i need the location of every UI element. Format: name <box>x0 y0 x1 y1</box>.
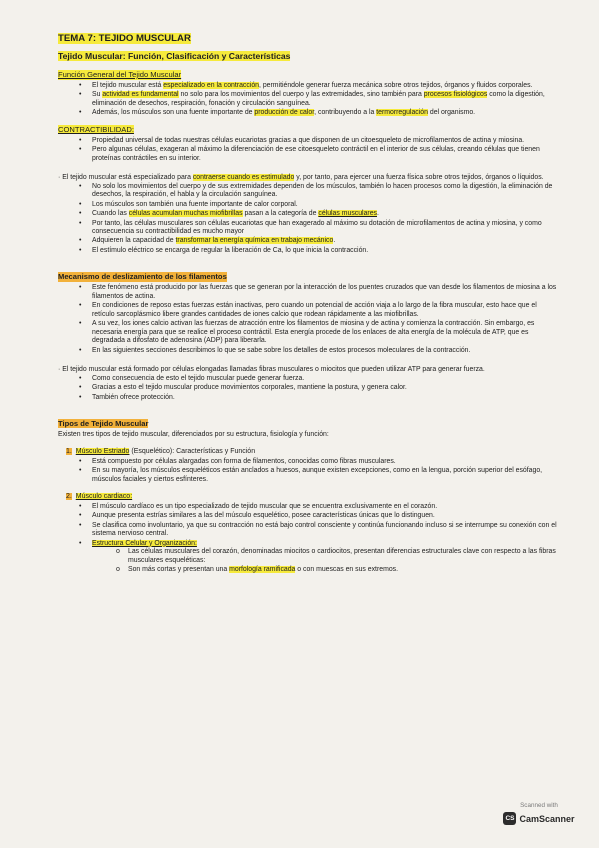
text: del organismo. <box>427 109 476 117</box>
list-item <box>92 82 558 91</box>
list-item: • Se clasifica como involuntario, ya que su contracción no está bajo control consciente y continúa funcionando incluso si se interrumpe su conexión con el sistema nervioso central. <box>92 522 558 539</box>
highlight: contraerse cuando es estimulado <box>192 174 295 182</box>
camscanner-name: CamScanner <box>519 813 575 824</box>
section-contractilidad <box>58 119 558 164</box>
scanned-with-label: Scanned with <box>520 802 558 809</box>
page-title: TEMA 7: TEJIDO MUSCULAR <box>58 33 191 44</box>
formado-list <box>58 375 558 402</box>
list-item: • En condiciones de reposo estas fuerzas están inactivas, pero cuando un potencial de acción viaja a lo largo de la fibra muscular, esto hace que el retículo sarcoplásmico libere grandes cantidades de iones calcio que rodean rápidamente a las miofibrillas. <box>92 302 558 319</box>
cardiaco-list <box>58 503 558 575</box>
list-item: • Propiedad universal de todas nuestras células eucariotas gracias a que disponen de un citoesqueleto de microfilamentos de actina y miosina. <box>92 137 558 146</box>
mecanismo-list <box>58 284 558 355</box>
list-item: • Como consecuencia de esto el tejido muscular puede generar fuerza. <box>92 375 558 384</box>
text: no solo para los movimientos del cuerpo y las extremidades, sino también para <box>178 91 424 99</box>
list-item <box>92 540 558 575</box>
section-heading-mecanismo: Mecanismo de deslizamiento de los filamentos <box>58 272 227 282</box>
text: , permitiéndole generar fuerza mecánica sobre otros tejidos, órganos y fluidos corporales. <box>259 82 533 89</box>
highlight: Músculo cardiaco: <box>75 492 133 500</box>
list-item: • Pero algunas células, exageran al máximo la diferenciación de ese citoesqueleto contráctil en el interior de sus células, creando células que tienen proteínas contráctiles en su interior. <box>92 146 558 163</box>
text: El tejido muscular está <box>92 82 164 89</box>
text: Su <box>92 91 103 99</box>
list-item <box>92 109 558 118</box>
list-item: • El músculo cardíaco es un tipo especializado de tejido muscular que se encuentra exclusivamente en el corazón. <box>92 503 558 512</box>
list-item: • En las siguientes secciones describimos lo que se sabe sobre los detalles de estos procesos moleculares de la contracción. <box>92 347 558 356</box>
text: (Esquelético): Características y Función <box>129 447 256 455</box>
highlight: termorregulación <box>376 109 428 117</box>
list-item: • También ofrece protección. <box>92 394 558 403</box>
text: . <box>377 210 379 218</box>
page-subtitle: Tejido Muscular: Función, Clasificación y Características <box>58 51 291 61</box>
text: , contribuyendo a la <box>314 109 377 117</box>
text: o con muescas en sus extremos. <box>295 566 399 574</box>
list-item: • En su mayoría, los músculos esqueléticos están anclados a huesos, aunque existen excepciones, como en la lengua, porción superior del esófago, músculos faciales y ciertos esfínteres. <box>92 467 558 484</box>
estriado-list <box>58 458 558 485</box>
section-funcion <box>58 64 558 118</box>
sublist-item <box>128 566 558 575</box>
paragraph <box>58 174 558 183</box>
list-item: • A su vez, los iones calcio activan las fuerzas de atracción entre los filamentos de miosina y de actina y comienza la contracción. Sin embargo, es necesaria energía para que se realice el proceso contráctil. Esta energía procede de los enlaces de alta energía de la molécula de ATP, que es degradada a difosfato de adenosina (ADP) para liberarla. <box>92 320 558 346</box>
list-item: • Gracias a esto el tejido muscular produce movimientos corporales, mantiene la postura, y genera calor. <box>92 384 558 393</box>
numbered-heading <box>66 492 132 501</box>
section-especializado <box>58 174 558 255</box>
estructura-sublist <box>92 548 558 575</box>
text: como la digestión, eliminación de desechos, respiración, fonación y circulación sanguínea. <box>92 91 545 107</box>
list-item: • No solo los movimientos del cuerpo y de sus extremidades dependen de los músculos, también lo hacen procesos como la digestión, la eliminación de desechos, la respiración, el habla y la circulación sanguínea. <box>92 183 558 200</box>
section-heading-contractilidad: CONTRACTIBILIDAD: <box>58 124 134 134</box>
text: · El tejido muscular está especializado para <box>58 174 193 182</box>
list-item <box>92 237 558 246</box>
section-tipos <box>58 413 558 575</box>
list-item: • El estímulo eléctrico se encarga de regular la liberación de Ca, lo que inicia la contracción. <box>92 247 558 256</box>
highlight: células musculares <box>318 210 377 218</box>
camscanner-icon: CS <box>503 812 516 825</box>
section-heading-funcion: Función General del Tejido Muscular <box>58 70 182 79</box>
list-item: • Los músculos son también una fuente importante de calor corporal. <box>92 201 558 210</box>
highlight: producción de calor <box>254 109 315 117</box>
text: Además, los músculos son una fuente importante de <box>92 109 255 117</box>
sublist-item: o Las células musculares del corazón, denominadas miocitos o cardiocitos, presentan diferencias estructurales clave con respecto a las fibras musculares esqueléticas: <box>128 548 558 565</box>
list-item-musculo-estriado <box>58 440 558 485</box>
text: . <box>333 237 336 245</box>
highlight: procesos fisiológicos <box>423 91 488 99</box>
highlight: morfología ramificada <box>229 566 296 574</box>
paragraph: · El tejido muscular está formado por células elongadas llamadas fibras musculares o miocitos que pueden utilizar ATP para generar fuerza. <box>58 366 485 374</box>
document-page <box>58 28 558 576</box>
especializado-list <box>58 183 558 256</box>
text: Adquieren la capacidad de <box>92 237 176 245</box>
list-item-musculo-cardiaco <box>58 485 558 575</box>
list-item <box>92 91 558 108</box>
camscanner-watermark <box>493 802 585 836</box>
text: pasan a la categoría de <box>242 210 319 218</box>
list-item: • Este fenómeno está producido por las fuerzas que se generan por la interacción de los puentes cruzados que van desde los filamentos de miosina a los filamentos de actina. <box>92 284 558 301</box>
text: y, por tanto, para ejercer una fuerza física sobre otros tejidos, órganos o líquidos. <box>294 174 544 182</box>
section-mecanismo <box>58 266 558 355</box>
highlight: Estructura Celular y Organización: <box>92 539 197 547</box>
highlight: especializado en la contracción <box>163 82 260 89</box>
numbered-heading <box>66 447 255 456</box>
contractilidad-list <box>58 137 558 164</box>
section-formado <box>58 366 558 402</box>
list-item <box>92 210 558 219</box>
camscanner-brand <box>493 812 585 825</box>
text: Cuando las <box>92 210 129 218</box>
highlight: células acumulan muchas miofibrillas <box>128 210 243 218</box>
section-heading-tipos: Tipos de Tejido Muscular <box>58 418 149 428</box>
text: Son más cortas y presentan una <box>128 566 230 574</box>
highlight: Músculo Estriado <box>75 447 130 455</box>
number: 1. <box>66 447 72 455</box>
list-item: • Aunque presenta estrías similares a las del músculo esquelético, posee características únicas que lo distinguen. <box>92 512 558 521</box>
highlight: transformar la energía química en trabajo mecánico <box>175 237 334 245</box>
paragraph: Existen tres tipos de tejido muscular, diferenciados por su estructura, fisiología y función: <box>58 430 329 438</box>
tipos-list <box>58 440 558 576</box>
number: 2. <box>66 492 72 500</box>
list-item: • Por tanto, las células musculares son células eucariotas que han exagerado al máximo su dotación de microfilamentos de actina y miosina, y como consecuencia su contractibilidad es mucho mayor <box>92 220 558 237</box>
funcion-list <box>58 82 558 118</box>
list-item: • Está compuesto por células alargadas con forma de filamentos, conocidas como fibras musculares. <box>92 458 558 467</box>
highlight: actividad es fundamental <box>102 91 179 99</box>
